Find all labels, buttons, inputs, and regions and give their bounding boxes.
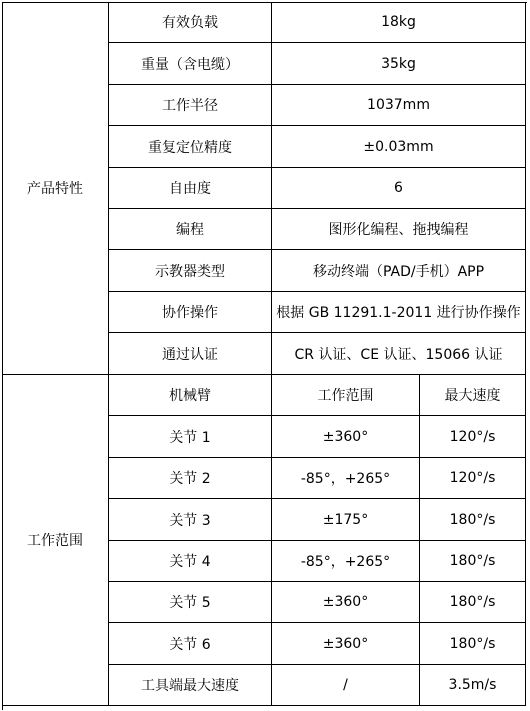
joint-range: -85°，+265° — [272, 541, 420, 582]
joint-range: ±175° — [272, 499, 420, 541]
spec-name: 编程 — [109, 209, 272, 250]
joint-name: 关节 2 — [109, 458, 272, 499]
column-header-joint-range: 工作范围 — [272, 375, 420, 416]
spec-value: 18kg — [272, 2, 526, 43]
joint-max-speed: 3.5m/s — [420, 665, 526, 706]
joint-name: 关节 1 — [109, 416, 272, 458]
spec-name: 重量（含电缆） — [109, 43, 272, 85]
spec-name: 工作半径 — [109, 85, 272, 126]
joint-name: 关节 5 — [109, 582, 272, 623]
joint-range: / — [272, 665, 420, 706]
section-label-product-features: 产品特性 — [2, 2, 109, 375]
joint-max-speed: 180°/s — [420, 541, 526, 582]
joint-range: ±360° — [272, 416, 420, 458]
spec-value: CR 认证、CE 认证、15066 认证 — [272, 333, 526, 375]
joint-name: 关节 3 — [109, 499, 272, 541]
spec-name: 协作操作 — [109, 292, 272, 333]
spec-value: 根据 GB 11291.1-2011 进行协作操作 — [272, 292, 526, 333]
joint-max-speed: 180°/s — [420, 499, 526, 541]
spec-value: ±0.03mm — [272, 126, 526, 168]
column-header-joint-name: 机械臂 — [109, 375, 272, 416]
joint-max-speed: 180°/s — [420, 582, 526, 623]
joint-range: ±360° — [272, 582, 420, 623]
spec-value: 1037mm — [272, 85, 526, 126]
joint-name: 关节 4 — [109, 541, 272, 582]
joint-name: 关节 6 — [109, 623, 272, 665]
column-header-joint-max-speed: 最大速度 — [420, 375, 526, 416]
spec-value: 35kg — [272, 43, 526, 85]
joint-max-speed: 180°/s — [420, 623, 526, 665]
joint-max-speed: 120°/s — [420, 458, 526, 499]
spec-name: 通过认证 — [109, 333, 272, 375]
joint-range: ±360° — [272, 623, 420, 665]
spec-value: 图形化编程、拖拽编程 — [272, 209, 526, 250]
joint-max-speed: 120°/s — [420, 416, 526, 458]
spec-value: 移动终端（PAD/手机）APP — [272, 250, 526, 292]
spec-name: 自由度 — [109, 168, 272, 209]
section-label-work-range: 工作范围 — [2, 375, 109, 706]
joint-name: 工具端最大速度 — [109, 665, 272, 706]
spec-name: 重复定位精度 — [109, 126, 272, 168]
spec-name: 有效负载 — [109, 2, 272, 43]
spec-value: 6 — [272, 168, 526, 209]
joint-range: -85°，+265° — [272, 458, 420, 499]
spec-table — [2, 2, 526, 709]
spec-name: 示教器类型 — [109, 250, 272, 292]
